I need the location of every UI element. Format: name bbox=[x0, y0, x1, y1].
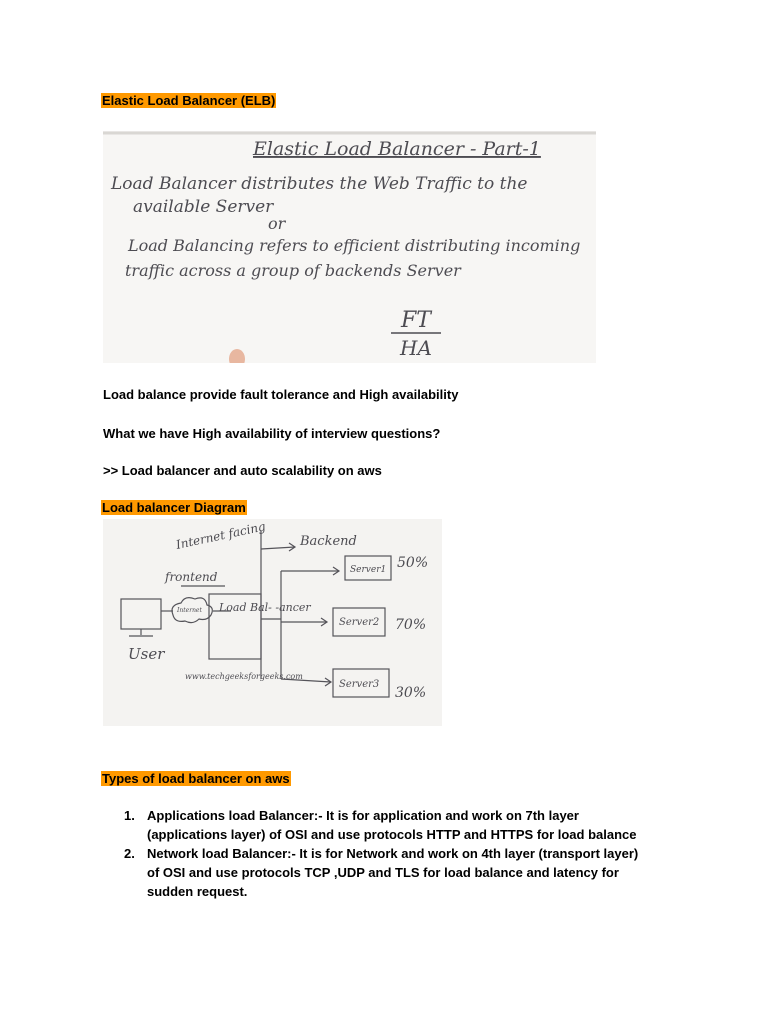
auto-scalability-text: >> Load balancer and auto scalability on aws bbox=[103, 463, 382, 478]
load-balancer-label: Load Bal- -ancer bbox=[219, 601, 311, 614]
whiteboard-line-1: Load Balancer distributes the Web Traffic to the bbox=[111, 174, 528, 194]
whiteboard-title: Elastic Load Balancer - Part-1 bbox=[253, 138, 541, 160]
list-item-line: sudden request. bbox=[147, 884, 248, 899]
whiteboard-ft: FT bbox=[401, 308, 431, 333]
types-heading-text: Types of load balancer on aws bbox=[102, 771, 290, 786]
diagram-heading bbox=[101, 499, 247, 517]
list-item bbox=[103, 806, 683, 844]
whiteboard-line-2: available Server bbox=[133, 197, 274, 217]
server3-label: Server3 bbox=[339, 679, 380, 690]
url-label: www.techgeeksforgeeks.com bbox=[185, 672, 303, 681]
list-item bbox=[103, 844, 683, 901]
whiteboard-line-3: or bbox=[268, 214, 286, 233]
user-label: User bbox=[128, 645, 165, 663]
fault-tolerance-text: Load balance provide fault tolerance and High availability bbox=[103, 387, 459, 402]
elb-heading bbox=[101, 92, 276, 110]
backend-label: Backend bbox=[300, 534, 357, 549]
server1-percent: 50% bbox=[397, 555, 429, 571]
whiteboard-line-4: Load Balancing refers to efficient distributing incoming bbox=[128, 236, 581, 255]
whiteboard-ha: HA bbox=[400, 336, 432, 360]
interview-question-text: What we have High availability of interview questions? bbox=[103, 426, 441, 441]
load-balancer-types-list bbox=[103, 806, 683, 901]
list-item-number: 1. bbox=[124, 808, 135, 823]
server2-percent: 70% bbox=[395, 617, 427, 633]
server1-label: Server1 bbox=[350, 565, 387, 575]
internet-label: Internet bbox=[177, 607, 202, 614]
elb-heading-text: Elastic Load Balancer (ELB) bbox=[102, 93, 276, 108]
list-item-line: of OSI and use protocols TCP ,UDP and TLS for load balance and latency for bbox=[147, 865, 619, 880]
load-balancer-diagram-image bbox=[103, 519, 442, 726]
internet-facing-label: Internet facing bbox=[174, 519, 267, 552]
diagram-heading-text: Load balancer Diagram bbox=[102, 500, 246, 515]
server2-label: Server2 bbox=[339, 617, 380, 628]
types-heading bbox=[101, 770, 291, 788]
server3-percent: 30% bbox=[395, 685, 427, 701]
list-item-line: Network load Balancer:- It is for Network and work on 4th layer (transport layer) bbox=[147, 846, 639, 861]
list-item-number: 2. bbox=[124, 846, 135, 861]
list-item-line: (applications layer) of OSI and use protocols HTTP and HTTPS for load balance bbox=[147, 827, 637, 842]
whiteboard-line-5: traffic across a group of backends Server bbox=[125, 261, 461, 280]
list-item-line: Applications load Balancer:- It is for application and work on 7th layer bbox=[147, 808, 579, 823]
frontend-label: frontend bbox=[165, 570, 218, 584]
whiteboard-image-elb-definition bbox=[103, 131, 596, 363]
